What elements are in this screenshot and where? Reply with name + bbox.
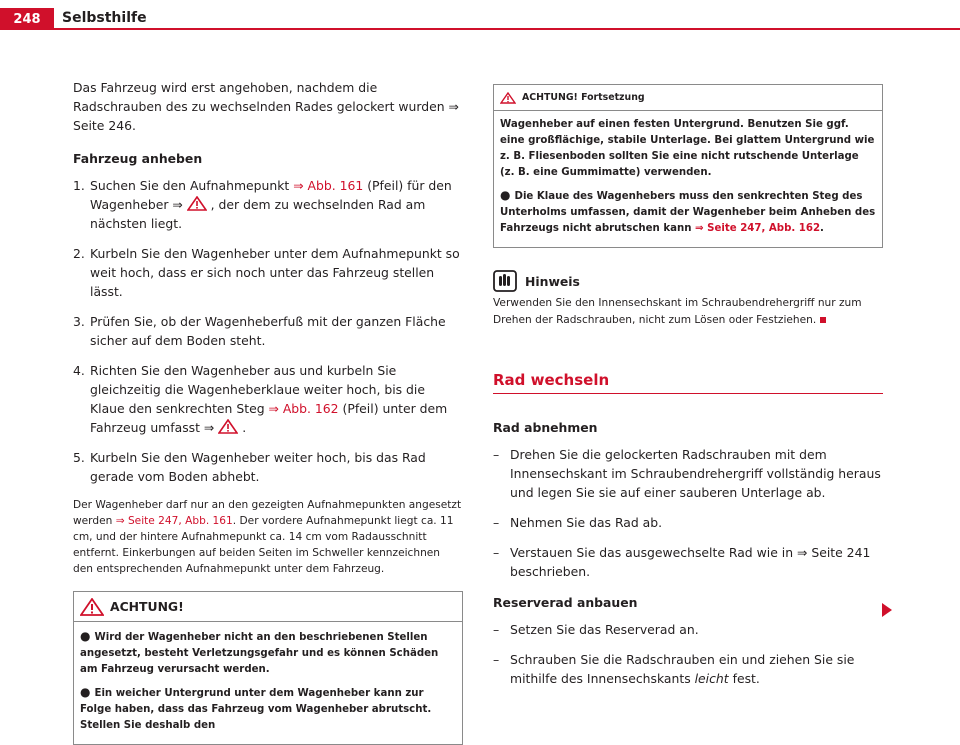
- page-link[interactable]: Seite 246.: [73, 118, 136, 133]
- next-page-arrow-icon[interactable]: [882, 603, 892, 617]
- warning-title: ACHTUNG!: [74, 592, 462, 622]
- list-item: – Nehmen Sie das Rad ab.: [493, 515, 663, 530]
- warning-bullet: ● Ein weicher Untergrund unter dem Wagenheber kann zur Folge haben, dass das Fahrzeug vom Wagenheber abrutscht. Stellen Sie deshalb den: [80, 685, 432, 731]
- list-item: – Drehen Sie die gelockerten Radschrauben mit dem Innensechskant im Schraubendrehergriff vollständig heraus und legen Sie sie auf einer sauberen Unterlage ab.: [493, 447, 881, 500]
- steps-list: [73, 176, 463, 486]
- warning-continued-box: [493, 84, 883, 248]
- list-item: – Verstauen Sie das ausgewechselte Rad wie in ⇒ Seite 241 beschrieben.: [493, 545, 871, 579]
- warning-bullet: ● Die Klaue des Wagenhebers muss den senkrechten Steg des Unterholms umfassen, damit der Wagenheber beim Anheben des Fahrzeugs nicht abrutschen kann ⇒ Seite 247, Abb. 162.: [500, 188, 876, 234]
- arrow-icon: ⇒: [695, 223, 704, 234]
- warning-triangle-icon: [500, 92, 516, 104]
- subheading-reserverad-anbauen: Reserverad anbauen: [493, 595, 638, 610]
- arrow-icon: ⇒: [797, 545, 808, 560]
- step-item: 1. Suchen Sie den Aufnahmepunkt ⇒ Abb. 161 (Pfeil) für den Wagenheber ⇒ , der dem zu wechselnden Rad am nächsten liegt.: [73, 178, 452, 231]
- intro-paragraph: Das Fahrzeug wird erst angehoben, nachdem die Radschrauben des zu wechselnden Rades gelockert wurden ⇒ Seite 246.: [73, 80, 459, 133]
- figure-link[interactable]: Seite 247, Abb. 161: [124, 515, 233, 527]
- hint-box: [493, 270, 883, 329]
- hint-title: Hinweis: [493, 270, 883, 292]
- right-column: [493, 84, 883, 699]
- remove-steps-list: [493, 445, 883, 581]
- warning-continued-title: ACHTUNG! Fortsetzung: [494, 85, 882, 111]
- note-paragraph: Der Wagenheber darf nur an den gezeigten Aufnahmepunkten angesetzt werden ⇒ Seite 247, Abb. 161. Der vordere Aufnahmepunkt liegt ca. 11 cm, und der hintere Aufnahmepunkt ca. 14 cm vom Radausschnitt entfernt. Einkerbungen auf beiden Seiten im Schweller kennzeichnen den entsprechenden Aufnahmepunkt unter dem Fahrzeug.: [73, 499, 462, 575]
- page-number: 248: [0, 8, 54, 30]
- list-item: – Setzen Sie das Reserverad an.: [493, 622, 699, 637]
- arrow-icon: ⇒: [115, 515, 125, 527]
- section-title: Selbsthilfe: [62, 10, 147, 26]
- figure-link[interactable]: Abb. 162: [278, 401, 339, 416]
- page-header: [0, 0, 960, 32]
- info-hand-icon: [493, 270, 517, 292]
- warning-bullet: ● Wird der Wagenheber nicht an den beschriebenen Stellen angesetzt, besteht Verletzungsgefahr und es können Schäden am Fahrzeug verursacht werden.: [80, 629, 439, 675]
- arrow-icon: ⇒: [448, 99, 459, 114]
- header-rule: [0, 28, 960, 30]
- arrow-icon: ⇒: [203, 420, 215, 435]
- step-item: 5. Kurbeln Sie den Wagenheber weiter hoch, bis das Rad gerade vom Boden abhebt.: [73, 450, 426, 484]
- warning-triangle-icon: [80, 598, 104, 616]
- mount-steps-list: [493, 620, 883, 688]
- page-link[interactable]: Seite 241 beschrieben.: [510, 545, 871, 579]
- step-item: 2. Kurbeln Sie den Wagenheber unter dem Aufnahmepunkt so weit hoch, dass er sich noch unter das Fahrzeug stellen lässt.: [73, 246, 460, 299]
- warning-box: [73, 591, 463, 745]
- arrow-icon: ⇒: [172, 197, 183, 212]
- figure-link[interactable]: Abb. 161: [303, 178, 364, 193]
- warning-triangle-icon[interactable]: [218, 419, 238, 434]
- hint-text: Verwenden Sie den Innensechskant im Schraubendrehergriff nur zum Drehen der Radschrauben, nicht zum Lösen oder Festziehen.: [493, 297, 862, 326]
- warning-continued-body: Wagenheber auf einen festen Untergrund. Benutzen Sie ggf. eine großflächige, stabile Unterlage. Bei glattem Untergrund wie z. B. Fliesenboden sollten Sie eine nicht rutschende Unterlage (z. B. eine Gummimatte) verwenden. ● Die Klaue des Wagenhebers muss den senkrechten Steg des Unterholms umfassen, damit der Wagenheber beim Anheben des Fahrzeugs nicht abrutschen kann ⇒ Seite 247, Abb. 162.: [494, 111, 882, 247]
- subheading-rad-abnehmen: Rad abnehmen: [493, 420, 598, 435]
- subheading-fahrzeug-anheben: Fahrzeug anheben: [73, 151, 203, 166]
- heading-rad-wechseln: Rad wechseln: [493, 371, 883, 394]
- left-column: [73, 78, 463, 745]
- warning-body: [74, 622, 462, 744]
- step-item: 3. Prüfen Sie, ob der Wagenheberfuß mit der ganzen Fläche sicher auf dem Boden steht.: [73, 314, 446, 348]
- end-marker-icon: [820, 317, 826, 323]
- step-item: 4. Richten Sie den Wagenheber aus und kurbeln Sie gleichzeitig die Wagenheberklaue weiter hoch, bis die Klaue den senkrechten Steg ⇒ Abb. 162 (Pfeil) unter dem Fahrzeug umfasst ⇒ .: [73, 363, 448, 435]
- arrow-icon: ⇒: [293, 178, 304, 193]
- figure-link[interactable]: Seite 247, Abb. 162: [703, 223, 821, 234]
- list-item: – Schrauben Sie die Radschrauben ein und ziehen Sie sie mithilfe des Innensechskants leicht fest.: [493, 652, 855, 686]
- warning-triangle-icon[interactable]: [187, 196, 207, 211]
- arrow-icon: ⇒: [268, 401, 279, 416]
